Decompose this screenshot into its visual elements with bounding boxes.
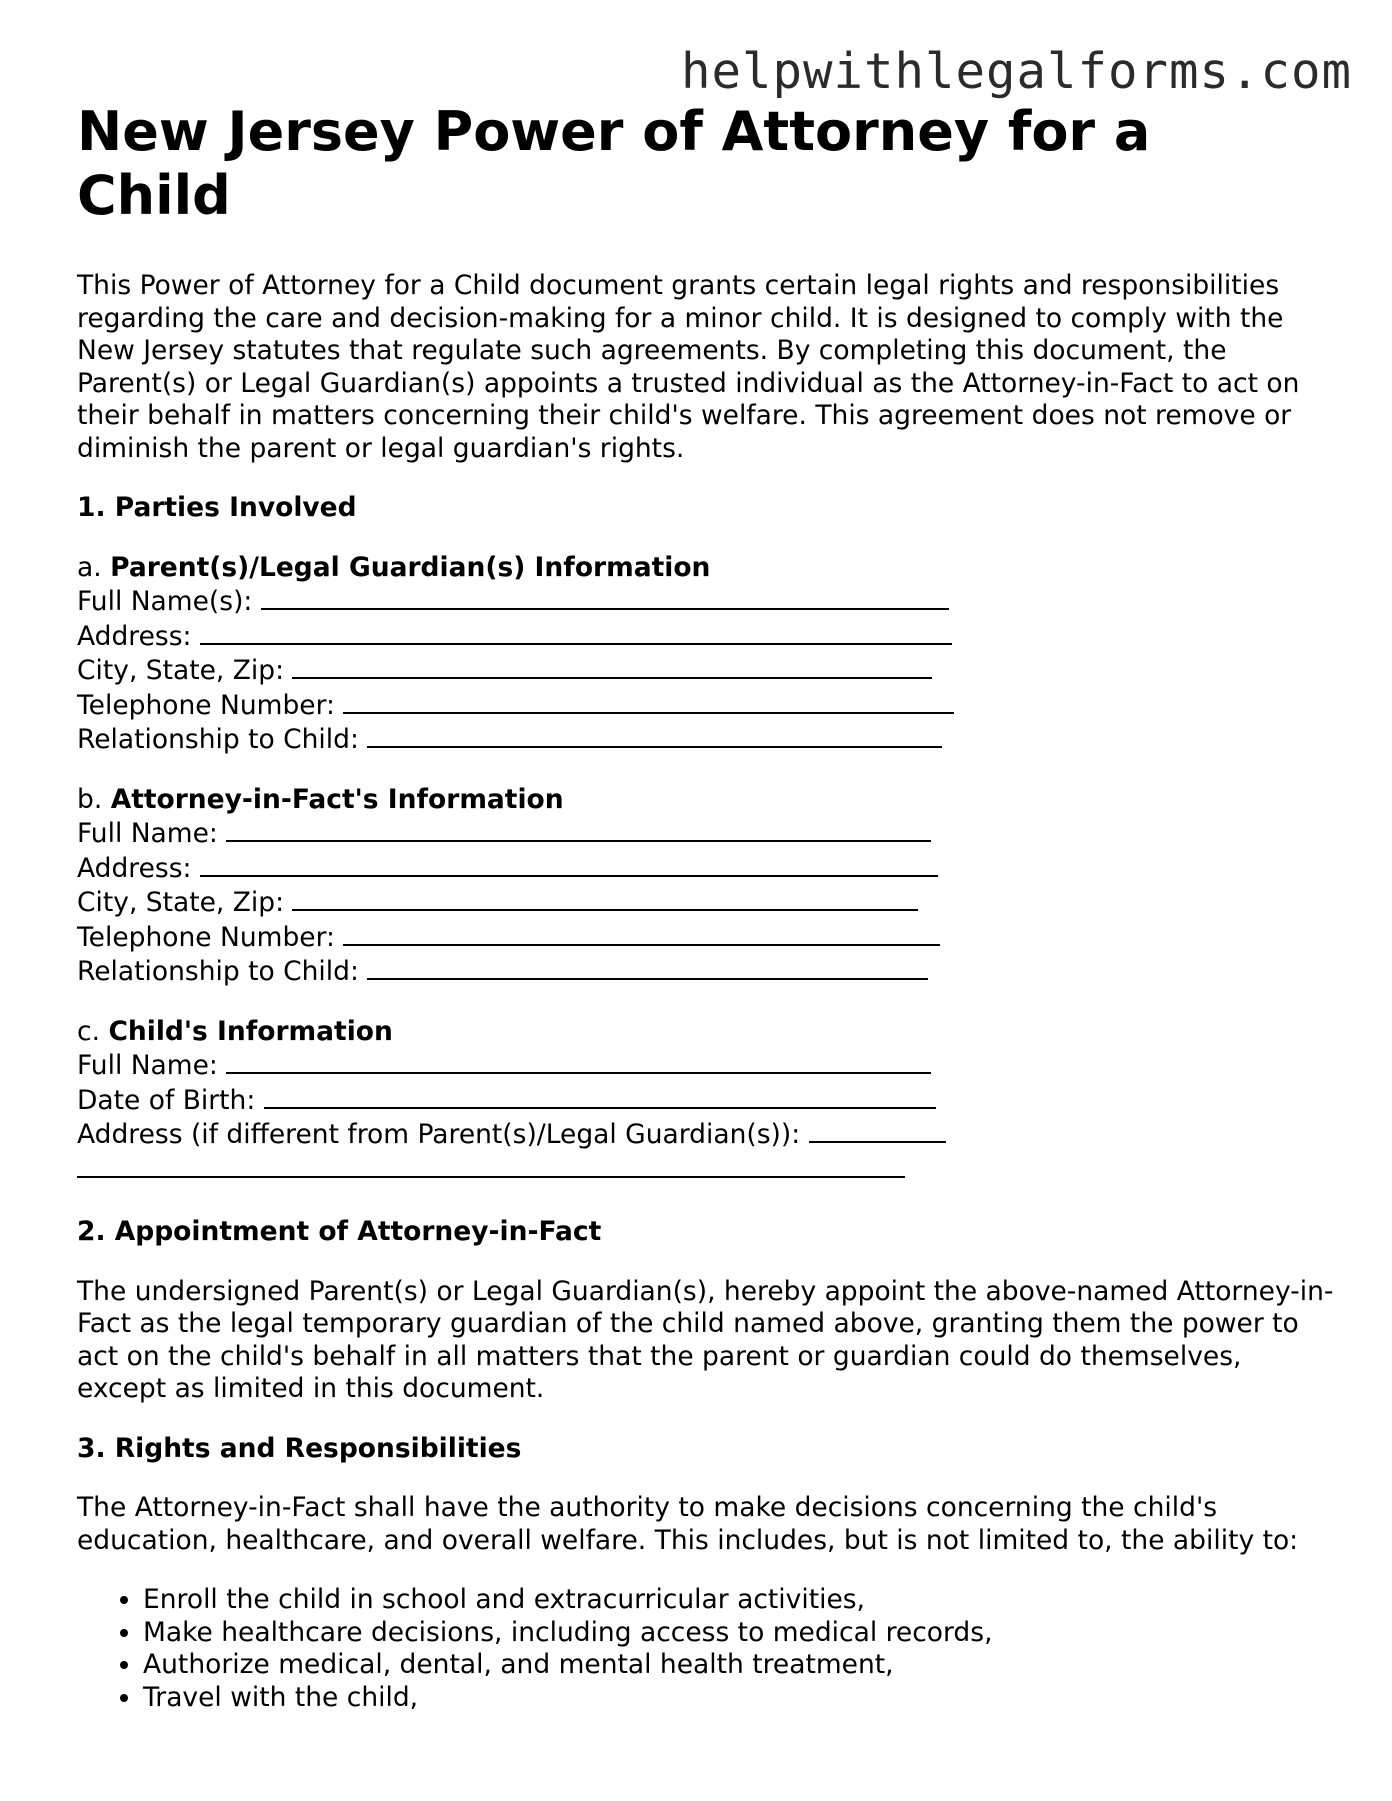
- section-2-body: The undersigned Parent(s) or Legal Guardian(s), hereby appoint the above-named Attorney-in-Fact as the legal temporary guardian of the child named above, granting them the power to act on the child's behalf in all matters that the parent or guardian could do themselves, except as limited in this document.: [77, 1275, 1334, 1404]
- field-label: Full Name(s):: [77, 586, 253, 617]
- field-label: Date of Birth:: [77, 1084, 256, 1116]
- parent-address-blank[interactable]: [200, 619, 952, 645]
- field-label: Full Name:: [77, 1050, 218, 1081]
- child-dob-field: [77, 1083, 1337, 1118]
- parent-telephone-field: [77, 688, 1337, 723]
- section-3-body: The Attorney-in-Fact shall have the authority to make decisions concerning the child's education, healthcare, and overall welfare. This includes, but is not limited to, the ability to:: [77, 1492, 1299, 1556]
- parent-full-name-field: [77, 584, 1337, 619]
- child-address-blank[interactable]: [809, 1117, 946, 1143]
- site-watermark: helpwithlegalforms.com: [680, 43, 1352, 100]
- section-1-title: 1. Parties Involved: [77, 492, 357, 523]
- field-label: Full Name:: [77, 818, 218, 849]
- field-label: Relationship to Child:: [77, 724, 359, 755]
- child-full-name-field: [77, 1048, 1337, 1083]
- attorney-info-heading: [77, 784, 1337, 817]
- child-address-continuation: [77, 1152, 1337, 1187]
- attorney-full-name-blank[interactable]: [226, 816, 931, 842]
- section-2-title: 2. Appointment of Attorney-in-Fact: [77, 1216, 602, 1247]
- document-page: [77, 100, 1337, 1714]
- rights-list: [77, 1584, 1337, 1714]
- child-info-heading-text: Child's Information: [108, 1015, 393, 1047]
- attorney-address-blank[interactable]: [200, 851, 938, 877]
- intro-paragraph: This Power of Attorney for a Child document grants certain legal rights and responsibilities regarding the care and decision-making for a minor child. It is designed to comply with the New Jersey statutes that regulate such agreements. By completing this document, the Parent(s) or Legal Guardian(s) appoints a trusted individual as the Attorney-in-Fact to act on their behalf in matters concerning their child's welfare. This agreement does not remove or diminish the parent or legal guardian's rights.: [77, 270, 1300, 464]
- attorney-telephone-blank[interactable]: [343, 920, 940, 946]
- child-full-name-blank[interactable]: [226, 1048, 931, 1074]
- parent-info-prefix: a.: [77, 551, 102, 583]
- parent-info-heading: [77, 552, 1337, 585]
- list-item: • Make healthcare decisions, including access to medical records,: [143, 1617, 1337, 1650]
- parent-full-name-blank[interactable]: [261, 584, 949, 610]
- parent-city-state-zip-field: [77, 653, 1337, 688]
- field-label: Telephone Number:: [77, 921, 335, 953]
- list-item: • Authorize medical, dental, and mental health treatment,: [143, 1649, 1337, 1682]
- attorney-address-field: [77, 851, 1337, 886]
- field-label: City, State, Zip:: [77, 655, 285, 686]
- attorney-city-state-zip-field: [77, 885, 1337, 920]
- attorney-telephone-field: [77, 920, 1337, 955]
- parent-info-heading-text: Parent(s)/Legal Guardian(s) Information: [110, 551, 711, 583]
- parent-address-field: [77, 619, 1337, 654]
- attorney-full-name-field: [77, 816, 1337, 851]
- field-label: Relationship to Child:: [77, 956, 359, 987]
- field-label: Address:: [77, 620, 192, 652]
- child-address-blank-continued[interactable]: [77, 1152, 905, 1178]
- parent-relationship-field: [77, 722, 1337, 757]
- child-address-field: [77, 1117, 1337, 1152]
- list-item: • Enroll the child in school and extracurricular activities,: [143, 1584, 1337, 1617]
- child-info-heading: [77, 1016, 1337, 1049]
- attorney-info-heading-text: Attorney-in-Fact's Information: [110, 783, 564, 815]
- attorney-city-state-zip-blank[interactable]: [292, 885, 918, 911]
- child-info-prefix: c.: [77, 1015, 100, 1047]
- list-item: • Travel with the child,: [143, 1682, 1337, 1715]
- field-label: Address:: [77, 852, 192, 884]
- child-dob-blank[interactable]: [264, 1083, 936, 1109]
- attorney-relationship-field: [77, 954, 1337, 989]
- field-label: City, State, Zip:: [77, 887, 285, 918]
- field-label: Telephone Number:: [77, 689, 335, 721]
- section-3-title: 3. Rights and Responsibilities: [77, 1432, 522, 1464]
- document-title: New Jersey Power of Attorney for a Child: [77, 100, 1151, 227]
- parent-city-state-zip-blank[interactable]: [292, 653, 932, 679]
- parent-relationship-blank[interactable]: [367, 722, 942, 748]
- parent-telephone-blank[interactable]: [343, 688, 954, 714]
- field-label: Address (if different from Parent(s)/Legal Guardian(s)):: [77, 1119, 801, 1150]
- attorney-info-prefix: b.: [77, 783, 103, 815]
- attorney-relationship-blank[interactable]: [367, 954, 928, 980]
